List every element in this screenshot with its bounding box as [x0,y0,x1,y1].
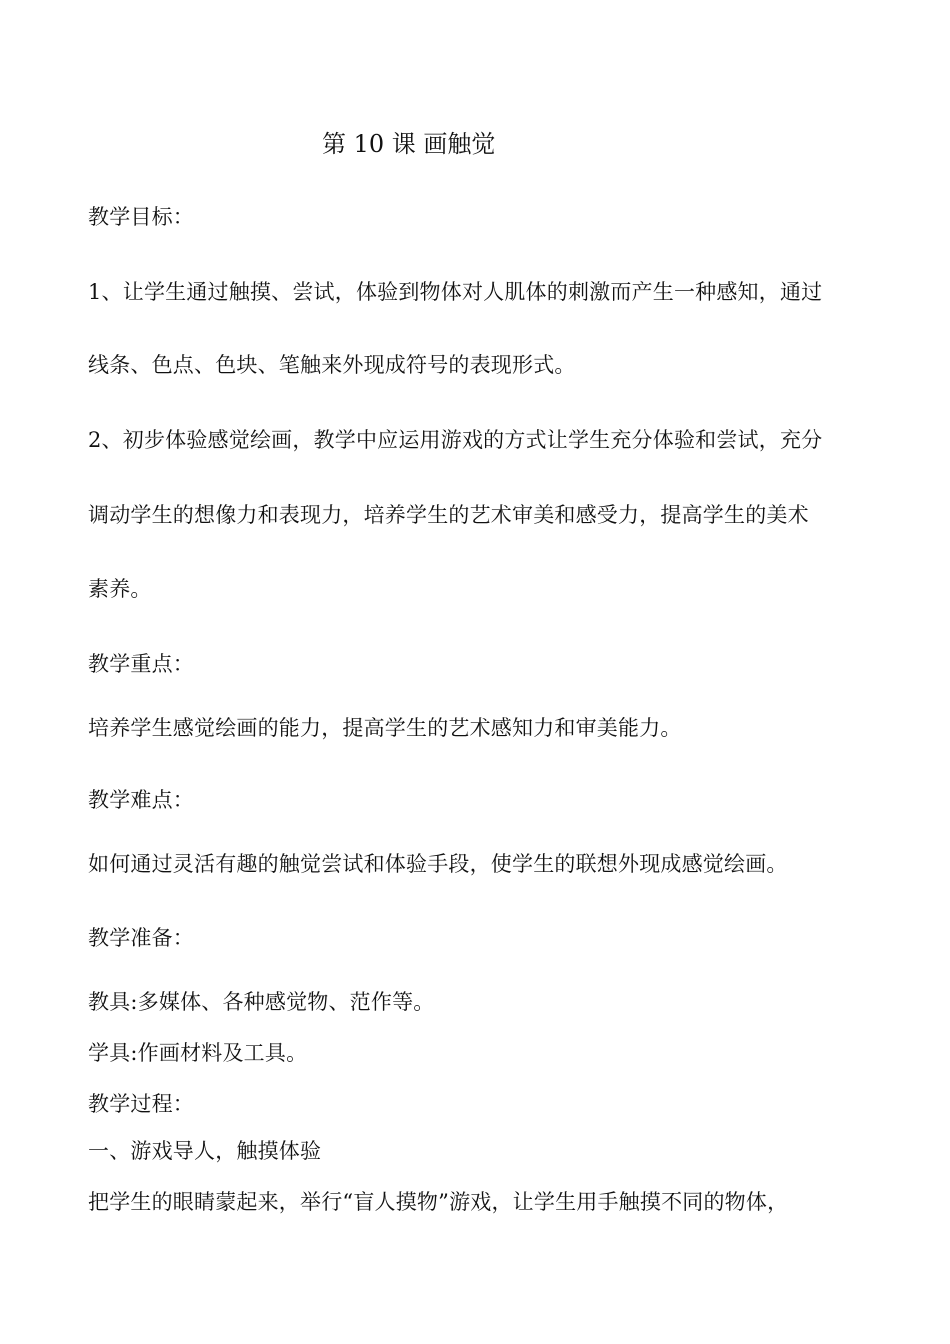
section-heading-difficulties: 教学难点： [88,788,194,812]
process-step-1-text: 把学生的眼睛蒙起来，举行“盲人摸物”游戏，让学生用手触摸不同的物体， [88,1190,789,1214]
objective-1-line-1: 1、让学生通过触摸、尝试，体验到物体对人肌体的刺激而产生一种感知，通过 [88,280,823,304]
difficulties-text: 如何通过灵活有趣的触觉尝试和体验手段，使学生的联想外现成感觉绘画。 [88,852,788,876]
objective-2-line-1: 2、初步体验感觉绘画，教学中应运用游戏的方式让学生充分体验和尝试，充分 [88,428,823,452]
lesson-title: 第 10 课 画触觉 [322,130,496,158]
section-heading-objectives: 教学目标： [88,205,194,229]
objective-2-line-3: 素养。 [88,577,152,601]
process-step-1-heading: 一、游戏导人，触摸体验 [88,1139,322,1163]
teaching-aids-text: 教具:多媒体、各种感觉物、范作等。 [88,990,435,1014]
student-tools-text: 学具:作画材料及工具。 [88,1041,308,1065]
section-heading-process: 教学过程： [88,1092,194,1116]
section-heading-preparation: 教学准备： [88,926,194,950]
key-points-text: 培养学生感觉绘画的能力，提高学生的艺术感知力和审美能力。 [88,716,682,740]
objective-1-line-2: 线条、色点、色块、笔触来外现成符号的表现形式。 [88,353,576,377]
objective-2-line-2: 调动学生的想像力和表现力，培养学生的艺术审美和感受力，提高学生的美术 [88,503,809,527]
section-heading-key-points: 教学重点： [88,652,194,676]
